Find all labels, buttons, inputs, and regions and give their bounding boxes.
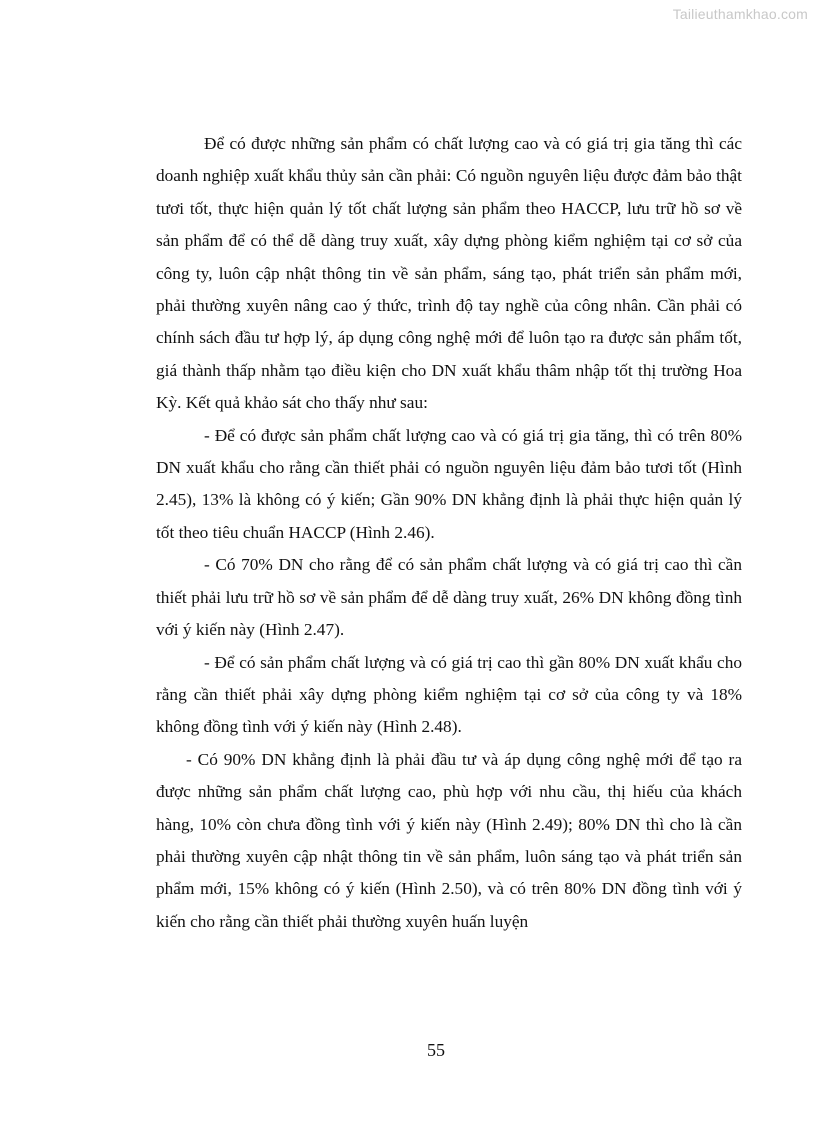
page-number: 55 [427, 1040, 445, 1060]
watermark: Tailieuthamkhao.com [672, 6, 808, 22]
bullet-paragraph-technology: - Có 90% DN khẳng định là phải đầu tư và áp dụng công nghệ mới để tạo ra được những sản phẩm chất lượng cao, phù hợp với nhu cầu, thị hiếu của khách hàng, 10% còn chưa đồng tình với ý kiến này (Hình 2.49); 80% DN thì cho là cần phải thường xuyên cập nhật thông tin về sản phẩm, luôn sáng tạo và phát triển sản phẩm mới, 15% không có ý kiến (Hình 2.50), và có trên 80% DN đồng tình với ý kiến cho rằng cần thiết phải thường xuyên huấn luyện [156, 749, 742, 931]
intro-paragraph: Để có được những sản phẩm có chất lượng cao và có giá trị gia tăng thì các doanh nghiệp xuất khẩu thủy sản cần phải: Có nguồn nguyên liệu được đảm bảo thật tươi tốt, thực hiện quản lý tốt chất lượng sản phẩm theo HACCP, lưu trữ hồ sơ về sản phẩm để có thể dễ dàng truy xuất, xây dựng phòng kiểm nghiệm tại cơ sở của công ty, luôn cập nhật thông tin về sản phẩm, sáng tạo, phát triển sản phẩm mới, phải thường xuyên nâng cao ý thức, trình độ tay nghề của công nhân. Cần phải có chính sách đầu tư hợp lý, áp dụng công nghệ mới để luôn tạo ra được sản phẩm tốt, giá thành thấp nhằm tạo điều kiện cho DN xuất khẩu thâm nhập tốt thị trường Hoa Kỳ. Kết quả khảo sát cho thấy như sau: [156, 134, 742, 413]
bullet-paragraph-raw-material: - Để có được sản phẩm chất lượng cao và có giá trị gia tăng, thì có trên 80% DN xuất khẩu cho rằng cần thiết phải có nguồn nguyên liệu đảm bảo tươi tốt (Hình 2.45), 13% là không có ý kiến; Gần 90% DN khẳng định là phải thực hiện quản lý tốt theo tiêu chuẩn HACCP (Hình 2.46). [156, 425, 742, 542]
page-body [156, 128, 742, 938]
bullet-paragraph-records: - Có 70% DN cho rằng để có sản phẩm chất lượng và có giá trị cao thì cần thiết phải lưu trữ hồ sơ về sản phẩm để dễ dàng truy xuất, 26% DN không đồng tình với ý kiến này (Hình 2.47). [156, 555, 742, 640]
bullet-paragraph-laboratory: - Để có sản phẩm chất lượng và có giá trị cao thì gần 80% DN xuất khẩu cho rằng cần thiết phải xây dựng phòng kiểm nghiệm tại cơ sở của công ty và 18% không đồng tình với ý kiến này (Hình 2.48). [156, 652, 742, 737]
